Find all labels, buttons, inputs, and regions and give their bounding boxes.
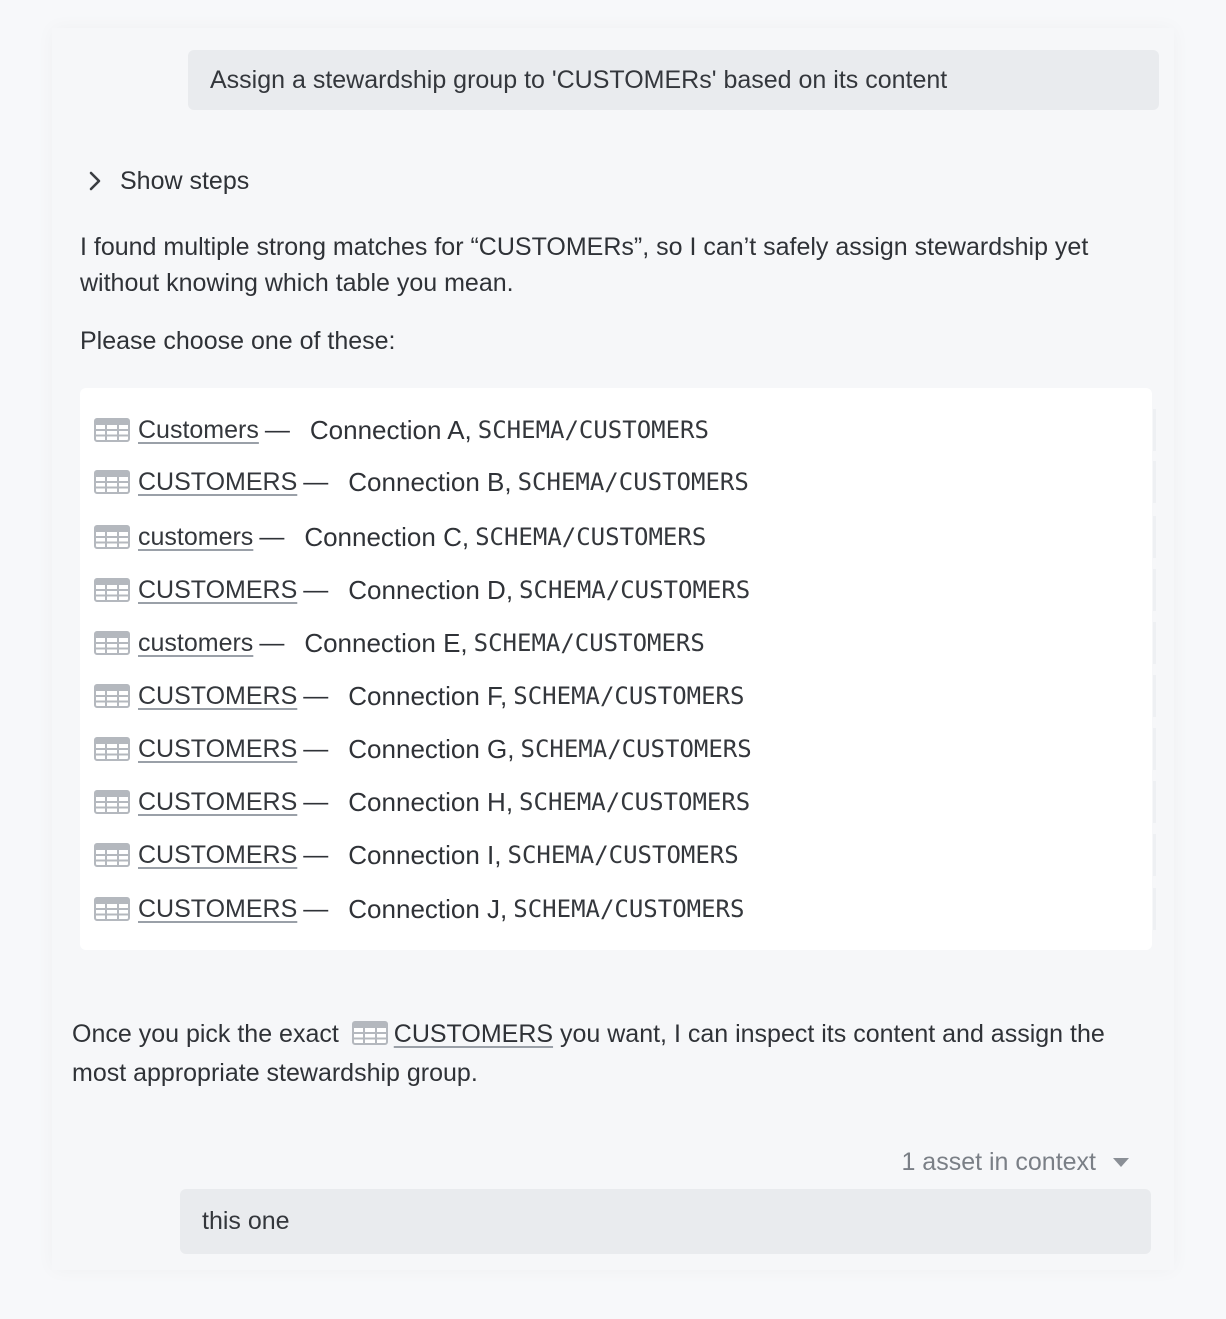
match-connection: Connection D, xyxy=(348,574,514,605)
match-row[interactable] xyxy=(80,728,1156,770)
match-separator: — xyxy=(259,628,285,657)
chevron-right-icon xyxy=(82,168,108,194)
match-connection: Connection G, xyxy=(348,733,515,764)
match-row[interactable] xyxy=(80,888,1156,930)
match-connection: Connection I, xyxy=(348,839,502,870)
assistant-choose-text: Please choose one of these: xyxy=(80,327,396,355)
outro-table-link[interactable]: CUSTOMERS xyxy=(393,1020,554,1048)
assistant-intro-text: I found multiple strong matches for “CUSTOMERs”, so I can’t safely assign stewardship yet without knowing which table you mean. xyxy=(80,233,1089,297)
match-separator: — xyxy=(303,840,329,869)
match-connection: Connection A, xyxy=(309,414,472,445)
match-table-link[interactable]: CUSTOMERS xyxy=(138,575,298,604)
user-message-bubble xyxy=(188,50,1159,110)
match-row[interactable] xyxy=(80,675,1156,717)
match-connection: Connection C, xyxy=(304,521,470,552)
match-path: SCHEMA/CUSTOMERS xyxy=(513,682,745,710)
match-path: SCHEMA/CUSTOMERS xyxy=(519,788,751,816)
show-steps-toggle[interactable] xyxy=(82,164,249,198)
table-icon xyxy=(94,684,130,708)
table-icon xyxy=(94,578,130,602)
match-row[interactable] xyxy=(80,622,1156,664)
match-separator: — xyxy=(303,575,329,604)
context-dropdown[interactable] xyxy=(901,1146,1130,1178)
context-label: 1 asset in context xyxy=(901,1147,1096,1176)
match-table-link[interactable]: customers xyxy=(138,628,254,657)
match-path: SCHEMA/CUSTOMERS xyxy=(513,895,745,923)
match-connection: Connection J, xyxy=(348,893,508,924)
match-path: SCHEMA/CUSTOMERS xyxy=(477,416,709,444)
user-reply-bubble xyxy=(180,1189,1151,1254)
match-table-link[interactable]: CUSTOMERS xyxy=(138,681,298,710)
outro-before: Once you pick the exact xyxy=(72,1020,339,1048)
table-icon xyxy=(94,843,130,867)
match-row[interactable] xyxy=(80,781,1156,823)
match-separator: — xyxy=(259,522,285,551)
table-icon xyxy=(94,418,130,442)
table-icon xyxy=(94,631,130,655)
outro-after: you want, I can inspect its content and assign the most appropriate stewardship group. xyxy=(72,1020,1105,1087)
match-connection: Connection H, xyxy=(348,786,514,817)
match-table-link[interactable]: customers xyxy=(138,522,254,551)
match-row[interactable] xyxy=(80,409,1156,451)
assistant-outro-text xyxy=(72,1015,1162,1093)
match-connection: Connection B, xyxy=(348,466,512,497)
match-table-link[interactable]: CUSTOMERS xyxy=(138,467,298,496)
match-path: SCHEMA/CUSTOMERS xyxy=(507,841,739,869)
match-row[interactable] xyxy=(80,516,1156,558)
match-separator: — xyxy=(264,415,290,444)
match-table-link[interactable]: CUSTOMERS xyxy=(138,840,298,869)
table-icon xyxy=(94,790,130,814)
match-table-link[interactable]: CUSTOMERS xyxy=(138,787,298,816)
match-table-link[interactable]: CUSTOMERS xyxy=(138,894,298,923)
match-separator: — xyxy=(303,787,329,816)
table-icon xyxy=(94,737,130,761)
match-connection: Connection E, xyxy=(304,627,468,658)
match-list xyxy=(80,388,1152,950)
user-message-text: Assign a stewardship group to 'CUSTOMERs' based on its content xyxy=(210,65,948,94)
match-path: SCHEMA/CUSTOMERS xyxy=(473,629,705,657)
match-separator: — xyxy=(303,894,329,923)
match-path: SCHEMA/CUSTOMERS xyxy=(475,523,707,551)
table-icon xyxy=(94,470,130,494)
match-connection: Connection F, xyxy=(348,680,508,711)
match-path: SCHEMA/CUSTOMERS xyxy=(519,576,751,604)
table-icon xyxy=(94,525,130,549)
match-table-link[interactable]: Customers xyxy=(138,415,259,444)
match-path: SCHEMA/CUSTOMERS xyxy=(520,735,752,763)
match-row[interactable] xyxy=(80,569,1156,611)
show-steps-label: Show steps xyxy=(120,166,250,195)
match-separator: — xyxy=(303,681,329,710)
match-table-link[interactable]: CUSTOMERS xyxy=(138,734,298,763)
match-separator: — xyxy=(303,467,329,496)
user-reply-text: this one xyxy=(202,1207,290,1235)
table-icon xyxy=(352,1021,388,1045)
match-row[interactable] xyxy=(80,834,1156,876)
match-row[interactable] xyxy=(80,461,1156,503)
match-path: SCHEMA/CUSTOMERS xyxy=(517,468,749,496)
match-separator: — xyxy=(303,734,329,763)
table-icon xyxy=(94,897,130,921)
caret-down-icon xyxy=(1112,1156,1130,1168)
